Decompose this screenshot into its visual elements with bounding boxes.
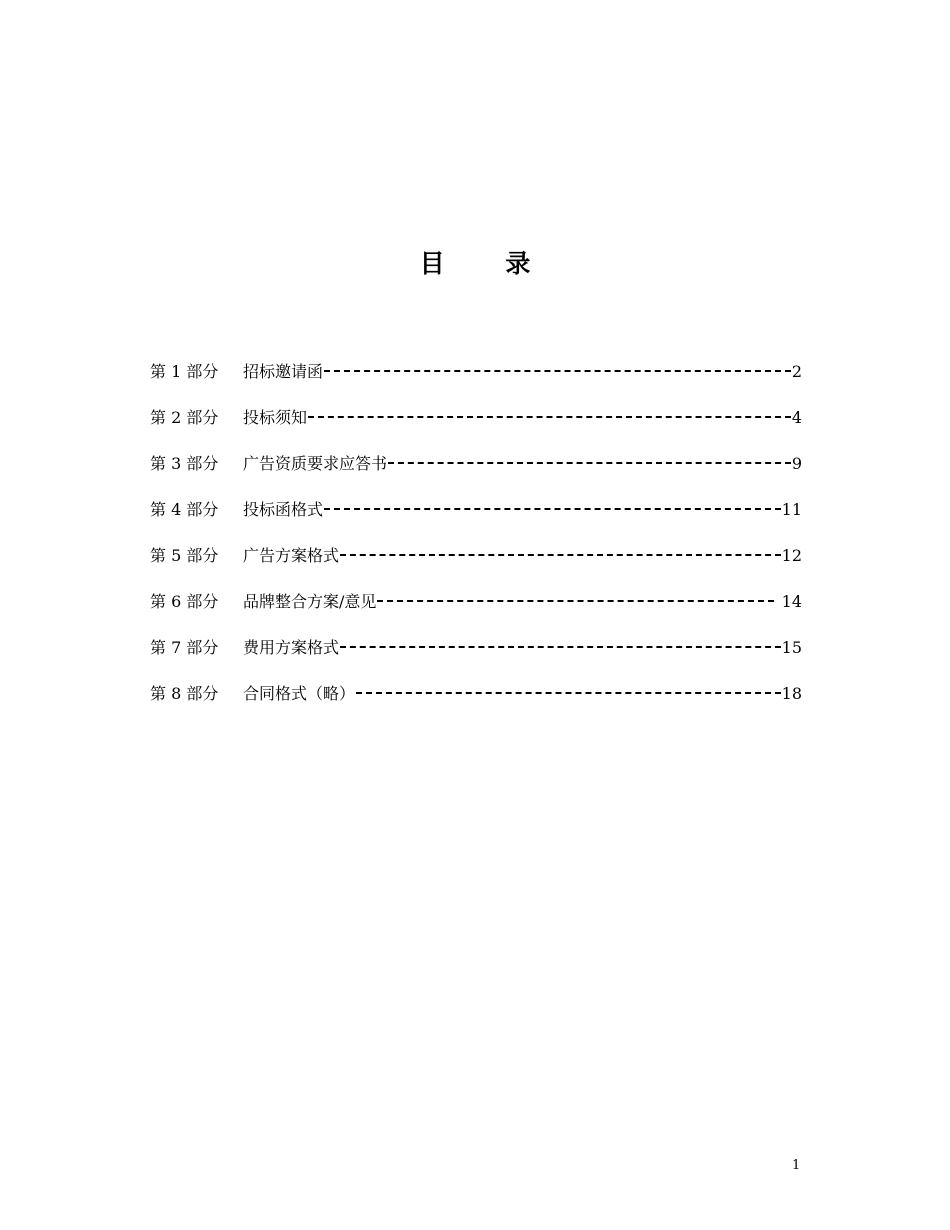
toc-entry-2[interactable] xyxy=(150,406,802,452)
toc-part-label: 第 5 部分 xyxy=(150,546,219,565)
toc-title: 广告资质要求应答书 xyxy=(243,454,388,473)
toc-part-label: 第 2 部分 xyxy=(150,408,219,427)
toc-page-number: 12 xyxy=(781,546,802,565)
toc-part-label: 第 6 部分 xyxy=(150,592,219,611)
toc-title: 合同格式（略） xyxy=(243,684,356,703)
toc-title: 投标须知 xyxy=(243,408,308,427)
toc-leader-dashes xyxy=(377,600,773,602)
page-title: 目 录 xyxy=(419,249,557,278)
toc-page-number: 15 xyxy=(781,638,802,657)
toc-page-number: 18 xyxy=(781,684,802,703)
toc-part-label: 第 8 部分 xyxy=(150,684,219,703)
toc-leader-dashes xyxy=(340,646,781,648)
toc-page-number: 2 xyxy=(791,362,802,381)
toc-entry-6[interactable] xyxy=(150,590,802,636)
toc-part-label: 第 1 部分 xyxy=(150,362,219,381)
toc-title: 品牌整合方案/意见 xyxy=(243,592,377,611)
toc-entry-4[interactable] xyxy=(150,498,802,544)
toc-leader-dashes xyxy=(340,554,781,556)
toc-title: 招标邀请函 xyxy=(243,362,324,381)
toc-leader-dashes xyxy=(356,692,781,694)
toc-part-label: 第 4 部分 xyxy=(150,500,219,519)
toc-title: 广告方案格式 xyxy=(243,546,340,565)
toc-entry-7[interactable] xyxy=(150,636,802,682)
toc-part-label: 第 3 部分 xyxy=(150,454,219,473)
toc-page-number: 11 xyxy=(781,500,802,519)
toc-page-number: 14 xyxy=(781,592,802,611)
toc-page-number: 4 xyxy=(791,408,802,427)
toc-entry-5[interactable] xyxy=(150,544,802,590)
toc-leader-dashes xyxy=(324,508,781,510)
toc-page-number: 9 xyxy=(791,454,802,473)
page-footer-number: 1 xyxy=(792,1158,801,1173)
toc-leader-dashes xyxy=(324,370,791,372)
toc-leader-dashes xyxy=(308,416,791,418)
table-of-contents xyxy=(150,360,802,728)
toc-entry-8[interactable] xyxy=(150,682,802,728)
toc-entry-3[interactable] xyxy=(150,452,802,498)
toc-title: 费用方案格式 xyxy=(243,638,340,657)
toc-leader-dashes xyxy=(388,462,791,464)
toc-title: 投标函格式 xyxy=(243,500,324,519)
toc-part-label: 第 7 部分 xyxy=(150,638,219,657)
toc-entry-1[interactable] xyxy=(150,360,802,406)
